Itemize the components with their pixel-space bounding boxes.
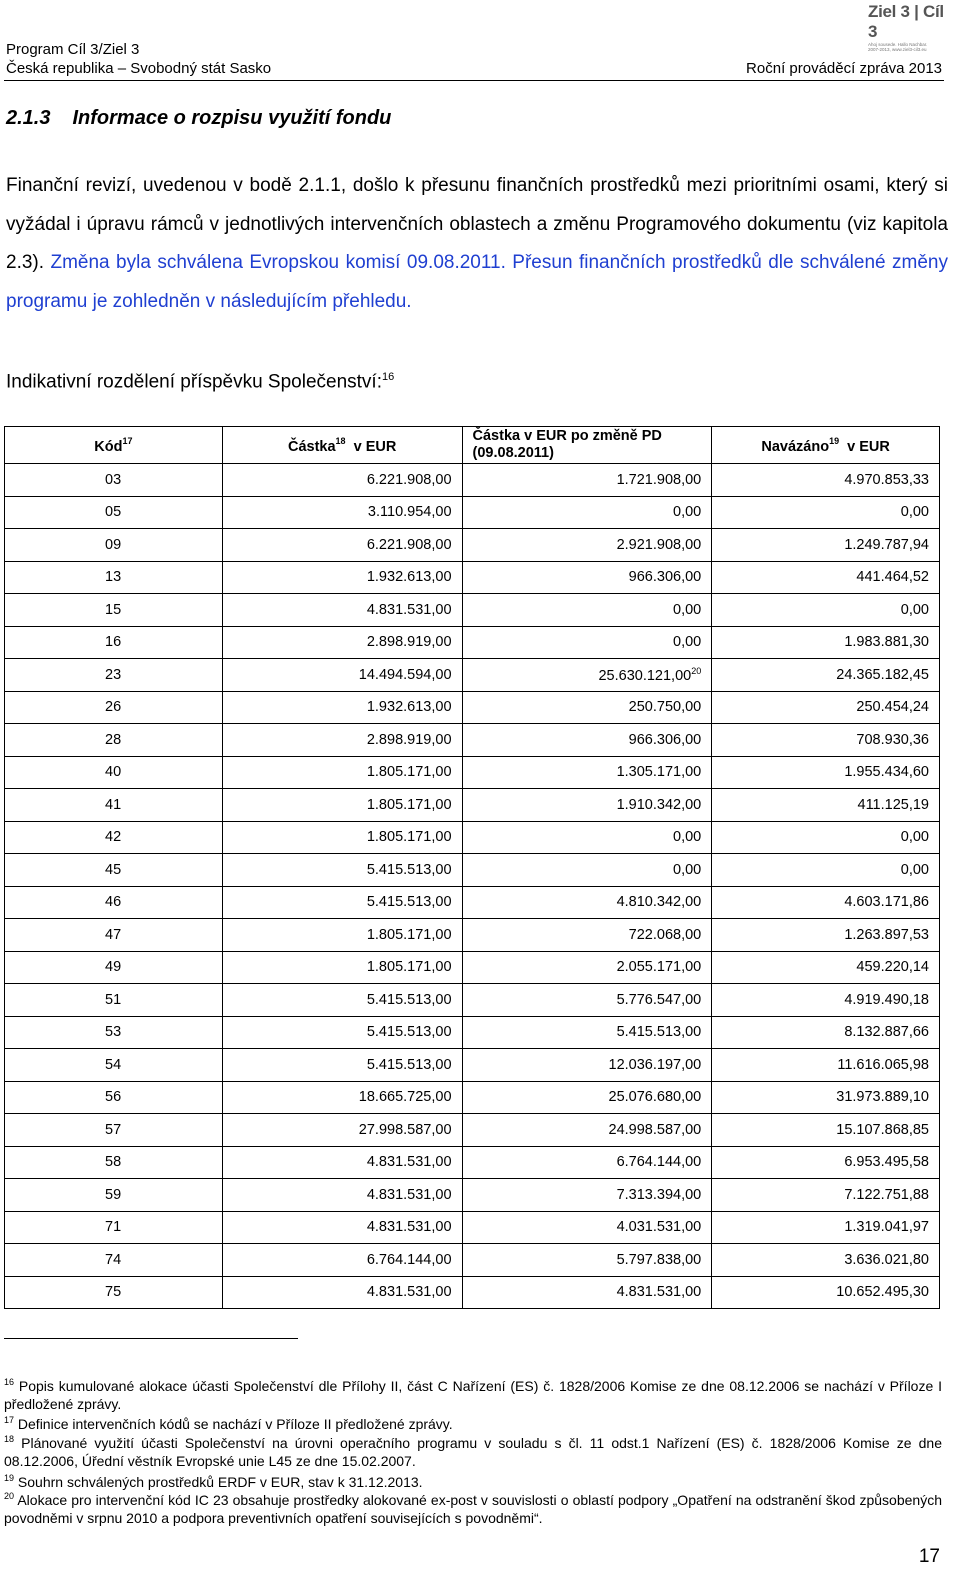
table-row [5, 1276, 940, 1309]
cell-navazano: 7.122.751,88 [712, 1179, 940, 1212]
table-intro-text: Indikativní rozdělení příspěvku Společenství: [6, 371, 382, 393]
table-row [5, 626, 940, 659]
cell-kod: 28 [5, 724, 223, 757]
cell-castka-po-zmene: 0,00 [462, 626, 712, 659]
header-region: Česká republika – Svobodný stát Sasko [6, 60, 272, 77]
cell-castka-po-zmene: 1.721.908,00 [462, 464, 712, 497]
cell-navazano: 0,00 [712, 854, 940, 887]
header-report-title: Roční prováděcí zpráva 2013 [746, 60, 942, 77]
cell-castka: 1.805.171,00 [222, 951, 462, 984]
table-row [5, 789, 940, 822]
cell-navazano: 459.220,14 [712, 951, 940, 984]
table-row [5, 1049, 940, 1082]
cell-kod: 74 [5, 1244, 223, 1277]
logo-text: Ziel 3 | Cíl 3 [868, 2, 944, 41]
cell-castka: 14.494.594,00 [222, 659, 462, 692]
cell-navazano: 1.249.787,94 [712, 529, 940, 562]
cell-castka-po-zmene: 250.750,00 [462, 691, 712, 724]
table-row [5, 659, 940, 692]
footnote-divider [4, 1338, 298, 1339]
cell-castka-po-zmene: 2.055.171,00 [462, 951, 712, 984]
cell-castka-po-zmene: 966.306,00 [462, 724, 712, 757]
page-number: 17 [918, 1546, 940, 1567]
cell-navazano: 4.603.171,86 [712, 886, 940, 919]
allocation-table [4, 426, 940, 1309]
table-row [5, 1114, 940, 1147]
cell-castka-po-zmene: 4.831.531,00 [462, 1276, 712, 1309]
cell-navazano: 0,00 [712, 821, 940, 854]
cell-castka-po-zmene: 0,00 [462, 496, 712, 529]
cell-navazano: 31.973.889,10 [712, 1081, 940, 1114]
cell-castka: 18.665.725,00 [222, 1081, 462, 1114]
cell-navazano: 10.652.495,30 [712, 1276, 940, 1309]
cell-navazano: 6.953.495,58 [712, 1146, 940, 1179]
ziel3-logo [868, 2, 948, 52]
cell-kod: 45 [5, 854, 223, 887]
table-row [5, 821, 940, 854]
cell-castka-po-zmene: 1.305.171,00 [462, 756, 712, 789]
cell-kod: 58 [5, 1146, 223, 1179]
cell-kod: 71 [5, 1211, 223, 1244]
cell-castka: 1.805.171,00 [222, 789, 462, 822]
section-heading [6, 107, 391, 130]
cell-kod: 26 [5, 691, 223, 724]
header-left [6, 40, 271, 78]
cell-navazano: 250.454,24 [712, 691, 940, 724]
cell-castka-po-zmene: 1.910.342,00 [462, 789, 712, 822]
cell-castka-po-zmene: 0,00 [462, 854, 712, 887]
cell-castka-po-zmene: 5.415.513,00 [462, 1016, 712, 1049]
table-row [5, 1179, 940, 1212]
table-row [5, 919, 940, 952]
cell-castka-po-zmene: 4.031.531,00 [462, 1211, 712, 1244]
cell-navazano: 3.636.021,80 [712, 1244, 940, 1277]
cell-kod: 40 [5, 756, 223, 789]
cell-kod: 03 [5, 464, 223, 497]
header-castka-po-zmene: Částka v EUR po změně PD (09.08.2011) [462, 427, 712, 464]
cell-castka-po-zmene: 25.076.680,00 [462, 1081, 712, 1114]
table-row [5, 1016, 940, 1049]
cell-navazano: 441.464,52 [712, 561, 940, 594]
cell-kod: 51 [5, 984, 223, 1017]
cell-castka: 1.805.171,00 [222, 821, 462, 854]
section-number: 2.1.3 [6, 107, 51, 129]
table-row [5, 561, 940, 594]
cell-kod: 09 [5, 529, 223, 562]
header-kod: Kód$^{17}$ [5, 427, 223, 464]
cell-castka-po-zmene: 24.998.587,00 [462, 1114, 712, 1147]
cell-castka: 3.110.954,00 [222, 496, 462, 529]
cell-castka: 1.932.613,00 [222, 561, 462, 594]
table-intro [6, 371, 394, 393]
cell-navazano: 4.970.853,33 [712, 464, 940, 497]
cell-kod: 47 [5, 919, 223, 952]
cell-kod: 53 [5, 1016, 223, 1049]
cell-navazano: 1.983.881,30 [712, 626, 940, 659]
cell-kod: 57 [5, 1114, 223, 1147]
cell-castka-po-zmene: 0,00 [462, 821, 712, 854]
footnote-17: $^{17}$ Definice intervenčních kódů se nachází v Příloze II předložené zprávy. [4, 1415, 453, 1432]
header-castka: Částka$^{18}$ v EUR [222, 427, 462, 464]
cell-navazano: 708.930,36 [712, 724, 940, 757]
cell-kod: 15 [5, 594, 223, 627]
cell-navazano: 15.107.868,85 [712, 1114, 940, 1147]
cell-kod: 46 [5, 886, 223, 919]
section-title: Informace o rozpisu využití fondu [72, 107, 392, 129]
cell-castka: 6.221.908,00 [222, 529, 462, 562]
cell-castka-po-zmene: 6.764.144,00 [462, 1146, 712, 1179]
cell-castka-po-zmene: 7.313.394,00 [462, 1179, 712, 1212]
cell-castka: 27.998.587,00 [222, 1114, 462, 1147]
cell-kod: 59 [5, 1179, 223, 1212]
cell-castka-po-zmene: 5.797.838,00 [462, 1244, 712, 1277]
table-row [5, 724, 940, 757]
header-divider [4, 80, 944, 81]
body-paragraph [6, 167, 948, 321]
table-row [5, 464, 940, 497]
footnote-ref-16: 16 [381, 371, 395, 383]
cell-castka: 1.805.171,00 [222, 919, 462, 952]
cell-castka: 2.898.919,00 [222, 626, 462, 659]
paragraph-part-3: v následujícím přehledu. [205, 290, 412, 312]
cell-kod: 75 [5, 1276, 223, 1309]
footnote-20: $^{20}$ Alokace pro intervenční kód IC 23 obsahuje prostředky alokované ex-post v souvislosti o oblastí podpory „Opatření na odstranění škod způsobených povodněmi v srpnu 2010 a podpora preventivních opatření souvisejících s povodněmi“. [4, 1491, 942, 1526]
cell-castka-po-zmene: 722.068,00 [462, 919, 712, 952]
cell-navazano: 0,00 [712, 594, 940, 627]
cell-kod: 13 [5, 561, 223, 594]
table-row [5, 1211, 940, 1244]
cell-navazano: 8.132.887,66 [712, 1016, 940, 1049]
cell-kod: 05 [5, 496, 223, 529]
cell-castka: 5.415.513,00 [222, 886, 462, 919]
paragraph-part-1: Finanční revizí, uvedenou v bodě 2.1.1, došlo k přesunu finančních prostředků mezi prioritními osami, který si vyžádal i úpravu rámců v jednotlivých intervenčních oblastech a změnu Programového dokumentu (viz kapitola 2.3). [6, 175, 948, 274]
cell-castka-po-zmene: 5.776.547,00 [462, 984, 712, 1017]
cell-castka: 4.831.531,00 [222, 1211, 462, 1244]
table-row [5, 594, 940, 627]
cell-castka: 1.805.171,00 [222, 756, 462, 789]
cell-castka: 4.831.531,00 [222, 1179, 462, 1212]
cell-navazano: 1.955.434,60 [712, 756, 940, 789]
cell-castka: 1.932.613,00 [222, 691, 462, 724]
cell-castka-po-zmene: 966.306,00 [462, 561, 712, 594]
footnote-16: $^{16}$ Popis kumulované alokace účasti Společenství dle Přílohy II, část C Nařízení (ES) č. 1828/2006 Komise ze dne 08.12.2006 se nachází v Příloze I předložené zprávy. [4, 1377, 943, 1412]
cell-castka-po-zmene: 0,00 [462, 594, 712, 627]
table-row [5, 951, 940, 984]
cell-navazano: 1.319.041,97 [712, 1211, 940, 1244]
table-row [5, 756, 940, 789]
table-row [5, 854, 940, 887]
cell-castka: 2.898.919,00 [222, 724, 462, 757]
cell-navazano: 0,00 [712, 496, 940, 529]
cell-castka: 6.221.908,00 [222, 464, 462, 497]
cell-castka: 5.415.513,00 [222, 1049, 462, 1082]
cell-castka: 5.415.513,00 [222, 984, 462, 1017]
cell-kod: 49 [5, 951, 223, 984]
cell-navazano: 411.125,19 [712, 789, 940, 822]
cell-castka: 6.764.144,00 [222, 1244, 462, 1277]
footnote-18: $^{18}$ Plánované využití účasti Společenství na úrovni operačního programu v souladu s čl. 11 odst.1 Nařízení (ES) č. 1828/2006 Komise ze dne 08.12.2006, Úřední věstník Evropské unie L45 ze dne 15.02.2007. [4, 1434, 942, 1469]
cell-castka: 5.415.513,00 [222, 1016, 462, 1049]
cell-navazano: 24.365.182,45 [712, 659, 940, 692]
cell-castka-po-zmene: 12.036.197,00 [462, 1049, 712, 1082]
cell-castka: 4.831.531,00 [222, 1146, 462, 1179]
cell-castka: 4.831.531,00 [222, 594, 462, 627]
table-row [5, 1244, 940, 1277]
cell-kod: 41 [5, 789, 223, 822]
cell-kod: 16 [5, 626, 223, 659]
table-row [5, 1146, 940, 1179]
cell-navazano: 1.263.897,53 [712, 919, 940, 952]
cell-castka-po-zmene: 25.630.121,00$^{20}$ [462, 659, 712, 692]
logo-subtext-2: 2007-2013, www.ziel3-cil3.eu [868, 47, 927, 52]
cell-kod: 56 [5, 1081, 223, 1114]
cell-castka: 4.831.531,00 [222, 1276, 462, 1309]
table-row [5, 496, 940, 529]
cell-castka: 5.415.513,00 [222, 854, 462, 887]
table-row [5, 529, 940, 562]
table-row [5, 691, 940, 724]
cell-kod: 54 [5, 1049, 223, 1082]
table-row [5, 1081, 940, 1114]
table-row [5, 984, 940, 1017]
cell-navazano: 4.919.490,18 [712, 984, 940, 1017]
cell-navazano: 11.616.065,98 [712, 1049, 940, 1082]
logo-subtext-1: Ahoj sousede. Hallo Nachbar. [868, 42, 928, 47]
cell-kod: 23 [5, 659, 223, 692]
footnote-ref-20: 20 [691, 665, 702, 676]
footnote-19: $^{19}$ Souhrn schválených prostředků ERDF v EUR, stav k 31.12.2013. [4, 1473, 423, 1490]
table-header-row [5, 427, 940, 464]
header-navazano: Navázáno$^{19}$ v EUR [712, 427, 940, 464]
paragraph-part-2: Změna byla schválena Evropskou komisí 09.08.2011. Přesun finančních prostředků dle schválené změny programu je zohledněn [6, 252, 948, 312]
cell-castka-po-zmene: 2.921.908,00 [462, 529, 712, 562]
cell-castka-po-zmene: 4.810.342,00 [462, 886, 712, 919]
cell-kod: 42 [5, 821, 223, 854]
table-row [5, 886, 940, 919]
header-program: Program Cíl 3/Ziel 3 [6, 41, 140, 58]
